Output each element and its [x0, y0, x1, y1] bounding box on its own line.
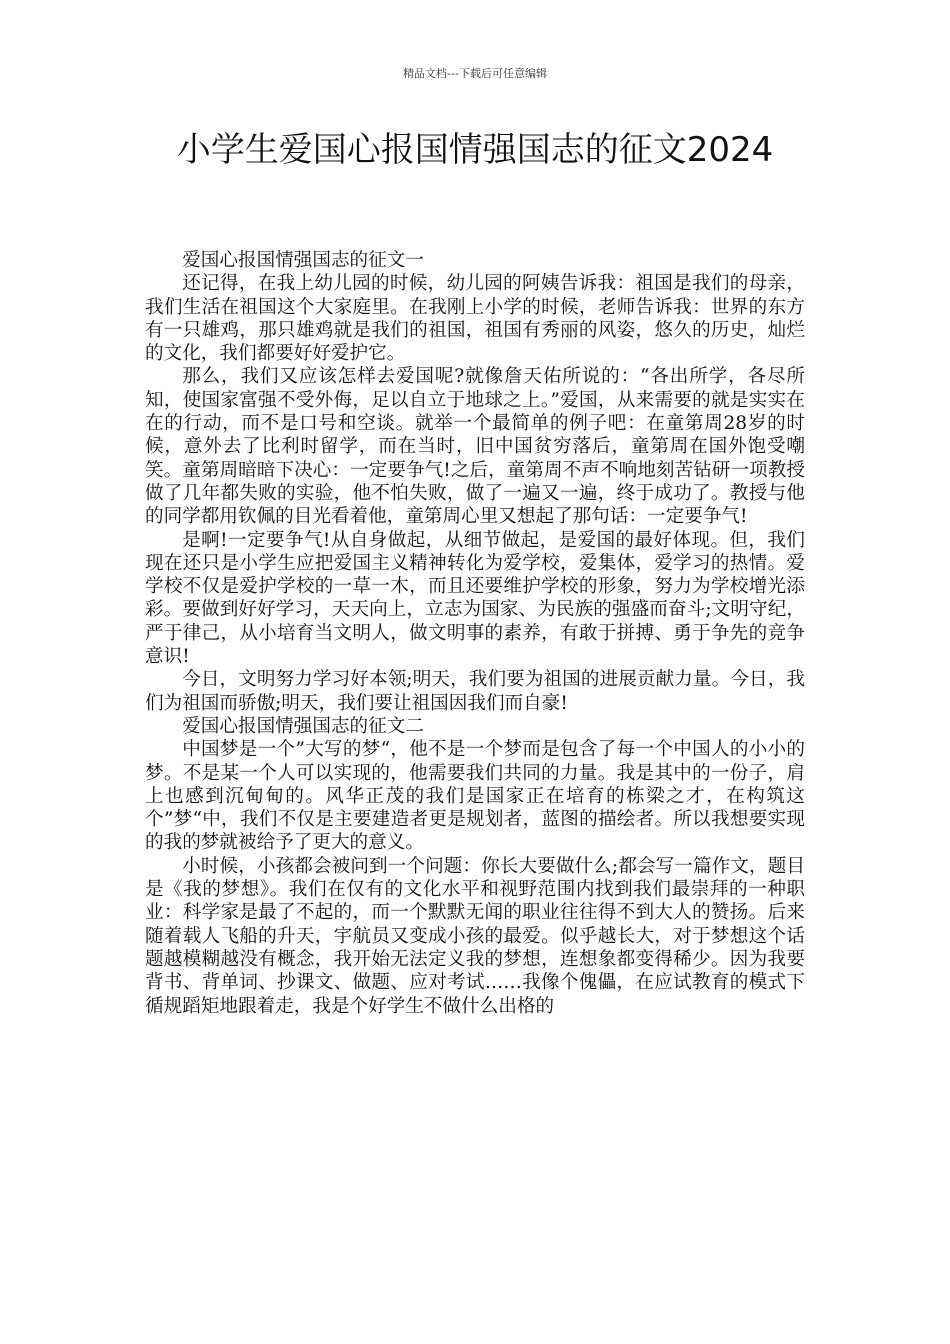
header-note: 精品文档---下载后可任意编辑	[403, 67, 547, 80]
section-heading-2: 爱国心报国情强国志的征文二	[182, 715, 424, 737]
paragraph: 还记得，在我上幼儿园的时候，幼儿园的阿姨告诉我：祖国是我们的母亲，我们生活在祖国这个大家庭里。在我刚上小学的时候，老师告诉我：世界的东方有一只雄鸡，那只雄鸡就是我们的祖国，祖国有秀丽的风姿，悠久的历史，灿烂的文化，我们都要好好爱护它。	[145, 273, 805, 365]
document-body	[145, 249, 805, 1018]
paragraph: 是啊!一定要争气!从自身做起，从细节做起，是爱国的最好体现。但，我们现在还只是小学生应把爱国主义精神转化为爱学校，爱集体，爱学习的热情。爱学校不仅是爱护学校的一草一木，而且还要维护学校的形象，努力为学校增光添彩。要做到好好学习，天天向上，立志为国家、为民族的强盛而奋斗;文明守纪，严于律己，从小培育当文明人，做文明事的素养，有敢于拼搏、勇于争先的竞争意识!	[145, 529, 805, 668]
paragraph: 那么，我们又应该怎样去爱国呢?就像詹天佑所说的：“各出所学，各尽所知，使国家富强不受外侮，足以自立于地球之上。”爱国，从来需要的就是实实在在的行动，而不是口号和空谈。就举一个最简单的例子吧：在童第周28岁的时候，意外去了比利时留学，而在当时，旧中国贫穷落后，童第周在国外饱受嘲笑。童第周暗暗下决心：一定要争气!之后，童第周不声不响地刻苦钻研一项教授做了几年都失败的实验，他不怕失败，做了一遍又一遍，终于成功了。教授与他的同学都用钦佩的目光看着他，童第周心里又想起了那句话：一定要争气!	[145, 366, 805, 528]
paragraph: 中国梦是一个”大写的梦“，他不是一个梦而是包含了每一个中国人的小小的梦。不是某一个人可以实现的，他需要我们共同的力量。我是其中的一份子，肩上也感到沉甸甸的。风华正茂的我们是国家正在培育的栋梁之才，在构筑这个”梦“中，我们不仅是主要建造者更是规划者，蓝图的描绘者。所以我想要实现的我的梦就被给予了更大的意义。	[145, 739, 805, 854]
paragraph: 小时候，小孩都会被问到一个问题：你长大要做什么;都会写一篇作文，题目是《我的梦想》。我们在仅有的文化水平和视野范围内找到我们最崇拜的一种职业：科学家是最了不起的，而一个默默无闻的职业往往得不到大人的赞扬。后来随着载人飞船的升天，宇航员又变成小孩的最爱。似乎越长大，对于梦想这个话题越模糊越没有概念，我开始无法定义我的梦想，连想象都变得稀少。因为我要背书、背单词、抄课文、做题、应对考试……我像个傀儡，在应试教育的模式下循规蹈矩地跟着走，我是个好学生不做什么出格的	[145, 855, 805, 1017]
paragraph: 今日，文明努力学习好本领;明天，我们要为祖国的进展贡献力量。今日，我们为祖国而骄傲;明天，我们要让祖国因我们而自豪!	[145, 669, 805, 714]
section-heading-1: 爱国心报国情强国志的征文一	[182, 250, 424, 271]
document-title: 小学生爱国心报国情强国志的征文2024	[176, 130, 774, 170]
